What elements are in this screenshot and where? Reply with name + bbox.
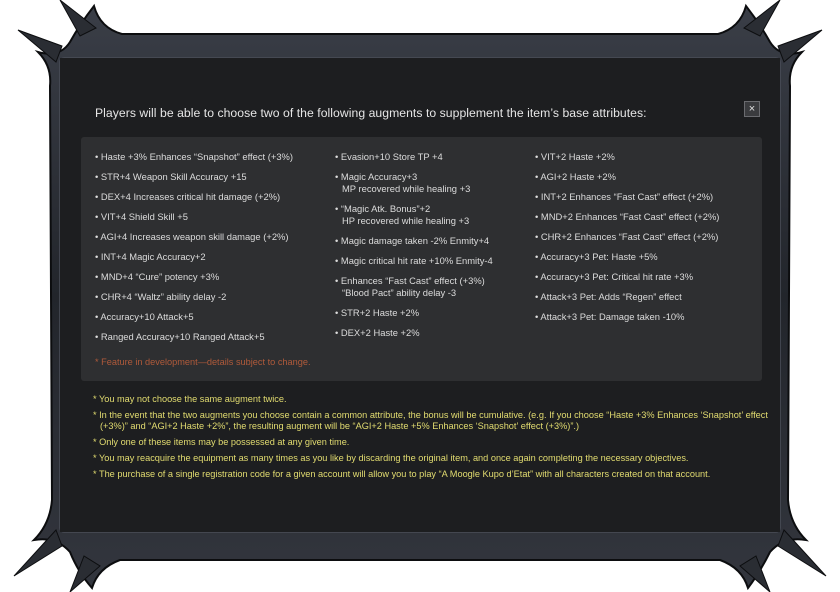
augment-option: [535, 191, 719, 203]
augment-option-text: • Evasion+10 Store TP +4: [335, 151, 443, 162]
augment-option-text: • Ranged Accuracy+10 Ranged Attack+5: [95, 331, 265, 342]
augment-option: [535, 171, 719, 183]
augment-option: [535, 271, 719, 283]
augment-option-text: • DEX+2 Haste +2%: [335, 327, 420, 338]
augment-option: [95, 331, 293, 343]
augment-option: [535, 151, 719, 163]
close-button[interactable]: ×: [744, 101, 760, 117]
augment-option: [95, 191, 293, 203]
augment-option-text: • Attack+3 Pet: Damage taken -10%: [535, 311, 685, 322]
augment-option-text: • INT+2 Enhances “Fast Cast” effect (+2%): [535, 191, 714, 202]
augment-option-text: • Accuracy+10 Attack+5: [95, 311, 194, 322]
augment-option: [95, 211, 293, 223]
note-item: * You may not choose the same augment twice.: [93, 394, 287, 404]
augment-option: [335, 203, 493, 227]
augment-option-subline: MP recovered while healing +3: [342, 183, 471, 194]
augment-option: [535, 231, 719, 243]
augment-option: [335, 327, 493, 339]
augment-option-text: • Attack+3 Pet: Adds “Regen” effect: [535, 291, 682, 302]
window-title: Players will be able to choose two of the following augments to supplement the item’s base attributes:: [95, 106, 647, 120]
augment-option: [95, 311, 293, 323]
augment-option: [335, 275, 493, 299]
augment-option-subline: HP recovered while healing +3: [342, 215, 470, 226]
augment-option: [535, 291, 719, 303]
augment-option-text: • VIT+2 Haste +2%: [535, 151, 615, 162]
augment-option-text: • CHR+2 Enhances “Fast Cast” effect (+2%): [535, 231, 719, 242]
augment-option-text: • Enhances “Fast Cast” effect (+3%): [335, 275, 485, 286]
augment-option: [95, 271, 293, 283]
augment-option: [335, 307, 493, 319]
augment-option: [335, 171, 493, 195]
augment-option: [335, 151, 493, 163]
note-item: * In the event that the two augments you choose contain a common attribute, the bonus will be cumulative. (e.g. If you choose “Haste +3% Enhances ‘Snapshot’ effect (+3%)” and “AGI+2 Haste +2%”, the resulting augment will be “AGI+2 Haste +5% Enhances ‘Snapshot’ effect (+3%)”.): [93, 410, 768, 431]
augment-column-2: [335, 151, 493, 347]
augment-option: [535, 211, 719, 223]
augment-option-text: • STR+4 Weapon Skill Accuracy +15: [95, 171, 247, 182]
augment-option-text: • Accuracy+3 Pet: Haste +5%: [535, 251, 658, 262]
augment-option-text: • “Magic Atk. Bonus”+2: [335, 203, 431, 214]
augment-option-text: • Magic Accuracy+3: [335, 171, 418, 182]
augment-option-text: • INT+4 Magic Accuracy+2: [95, 251, 206, 262]
augment-option: [95, 251, 293, 263]
augment-option-text: • Haste +3% Enhances “Snapshot” effect (+3%): [95, 151, 294, 162]
augment-column-3: [535, 151, 719, 331]
augment-option: [535, 311, 719, 323]
augment-option-text: • MND+4 “Cure” potency +3%: [95, 271, 220, 282]
augment-option-text: • Magic critical hit rate +10% Enmity-4: [335, 255, 493, 266]
augment-option-text: • DEX+4 Increases critical hit damage (+2%): [95, 191, 281, 202]
augment-option: [335, 235, 493, 247]
augment-column-1: [95, 151, 293, 351]
augment-option-text: • Magic damage taken -2% Enmity+4: [335, 235, 490, 246]
augment-option-text: • Accuracy+3 Pet: Critical hit rate +3%: [535, 271, 694, 282]
augment-option-text: • AGI+4 Increases weapon skill damage (+2%): [95, 231, 289, 242]
augment-option-text: • MND+2 Enhances “Fast Cast” effect (+2%): [535, 211, 720, 222]
augment-option: [95, 231, 293, 243]
augment-option: [335, 255, 493, 267]
augment-option: [95, 171, 293, 183]
augment-option: [95, 151, 293, 163]
augment-option: [95, 291, 293, 303]
augment-option: [535, 251, 719, 263]
augment-option-text: • CHR+4 “Waltz” ability delay -2: [95, 291, 227, 302]
augment-list-box: [81, 137, 762, 381]
augment-option-text: • VIT+4 Shield Skill +5: [95, 211, 188, 222]
notes-list: [93, 394, 773, 485]
note-item: * You may reacquire the equipment as many times as you like by discarding the original item, and once again completing the necessary objectives.: [93, 453, 689, 463]
augment-option-text: • AGI+2 Haste +2%: [535, 171, 616, 182]
note-item: * Only one of these items may be possessed at any given time.: [93, 437, 350, 447]
augment-option-text: • STR+2 Haste +2%: [335, 307, 420, 318]
augment-option-subline: “Blood Pact” ability delay -3: [342, 287, 457, 298]
development-note: * Feature in development—details subject to change.: [95, 357, 311, 367]
note-item: * The purchase of a single registration code for a given account will allow you to play “A Moogle Kupo d’Etat” with all characters created on that account.: [93, 469, 711, 479]
